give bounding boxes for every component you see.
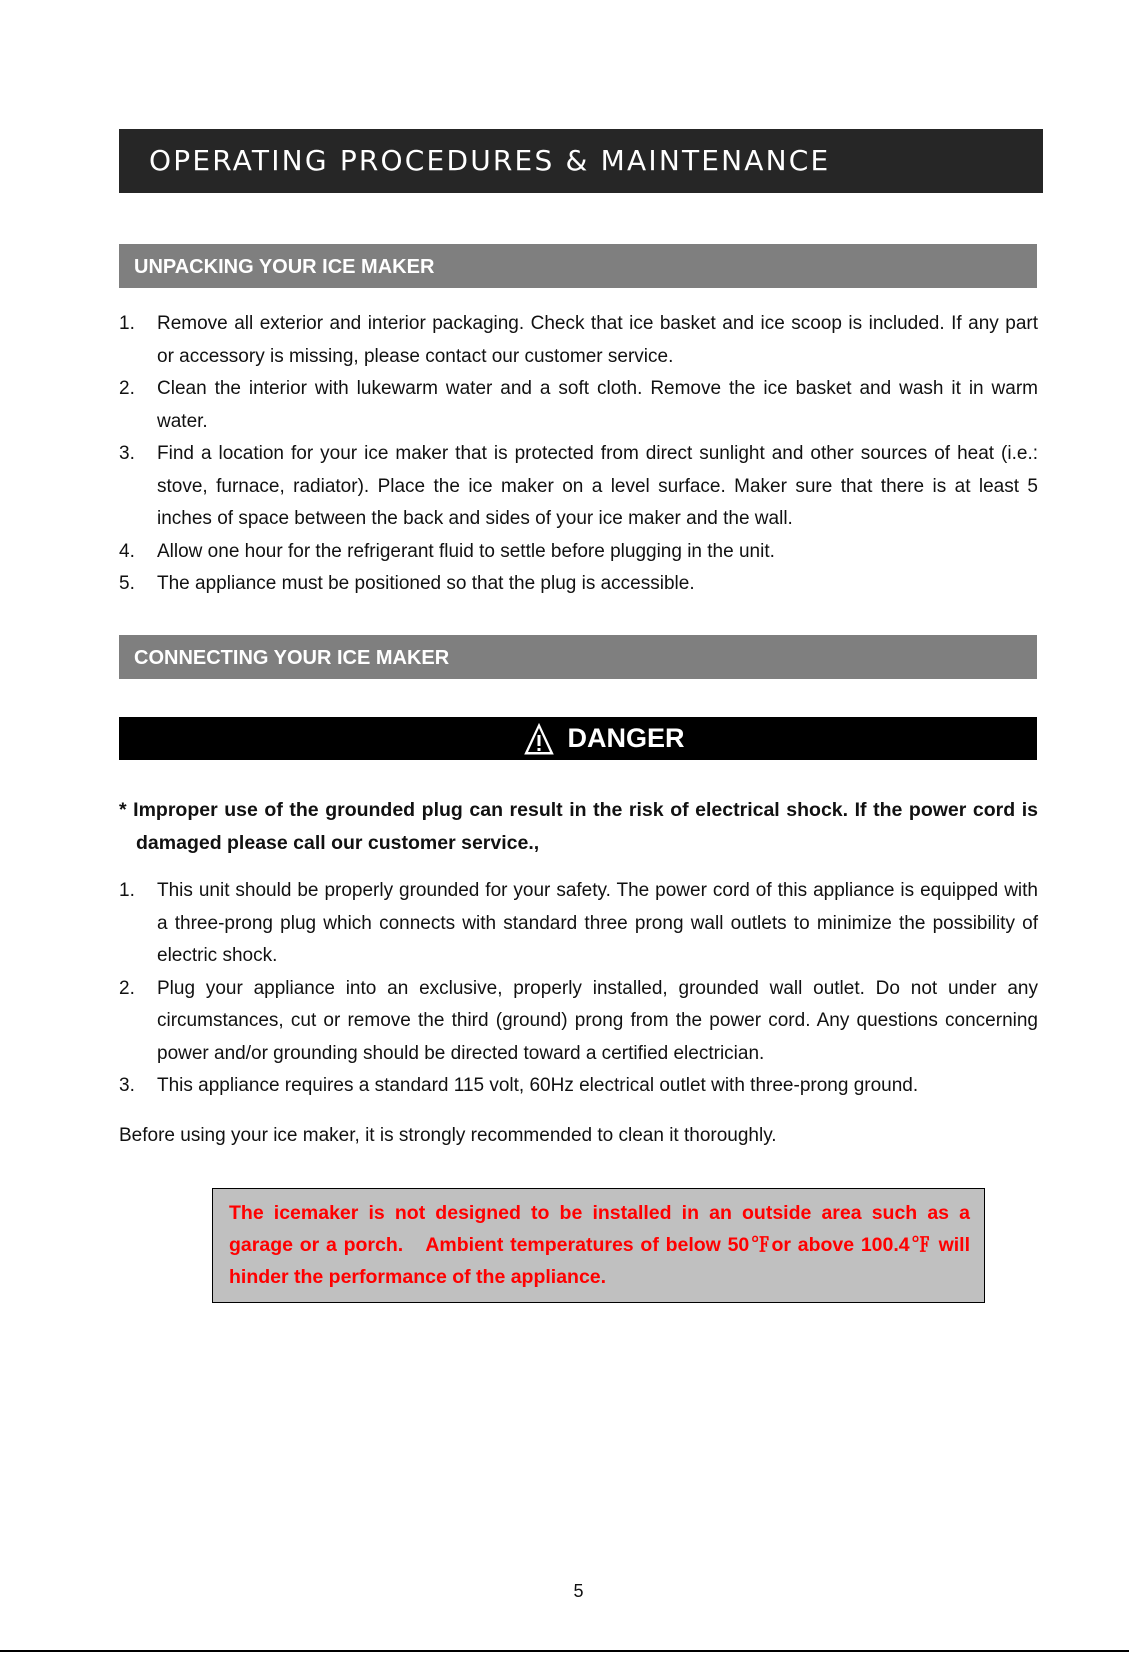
list-item [119, 568, 1038, 601]
page-title: OPERATING PROCEDURES & MAINTENANCE [119, 129, 1043, 193]
warning-triangle-icon [523, 722, 555, 756]
step-text: Plug your appliance into an exclusive, properly installed, grounded wall outlet. Do not under any circumstances, cut or remove the third (ground) prong from the power cord. Any questions concerning power and/or grounding should be directed toward a certified electrician. [157, 977, 1038, 1064]
step-text: Find a location for your ice maker that is protected from direct sunlight and other sources of heat (i.e.: stove, furnace, radiator). Place the ice maker on a level surface. Maker sure that there is at least 5 inches of space between the back and sides of your ice maker and the wall. [157, 443, 1038, 529]
step-text: Clean the interior with lukewarm water and a soft cloth. Remove the ice basket and wash it in warm water. [157, 378, 1038, 432]
danger-label: DANGER [567, 723, 685, 753]
unpacking-steps [119, 308, 1038, 601]
step-number: 2. [119, 977, 135, 999]
page-number: 5 [573, 1581, 584, 1601]
list-item [119, 536, 1038, 569]
step-text: Remove all exterior and interior packaging. Check that ice basket and ice scoop is included. If any part or accessory is missing, please contact our customer service. [157, 313, 1038, 367]
list-item [119, 308, 1038, 373]
section-heading-unpacking: UNPACKING YOUR ICE MAKER [119, 244, 1037, 288]
bottom-rule [0, 1650, 1129, 1652]
list-item [119, 438, 1038, 536]
cleaning-note: Before using your ice maker, it is strongly recommended to clean it thoroughly. [119, 1125, 777, 1146]
step-number: 3. [119, 443, 135, 464]
caution-box [212, 1188, 985, 1303]
list-item [119, 875, 1038, 973]
step-number: 2. [119, 378, 135, 399]
step-number: 3. [119, 1075, 135, 1096]
step-text: Allow one hour for the refrigerant fluid to settle before plugging in the unit. [157, 540, 775, 562]
list-item [119, 973, 1038, 1071]
step-text: This unit should be properly grounded for your safety. The power cord of this appliance is equipped with a three-prong plug which connects with standard three prong wall outlets to minimize the possibility of electric shock. [157, 880, 1038, 966]
list-item [119, 1070, 1038, 1103]
section-heading-connecting: CONNECTING YOUR ICE MAKER [119, 635, 1037, 679]
step-text: This appliance requires a standard 115 volt, 60Hz electrical outlet with three-prong ground. [157, 1075, 919, 1096]
caution-text: The icemaker is not designed to be installed in an outside area such as a garage or a porch. Ambient temperatures of below 50℉or above 100.4℉ will hinder the performance of the appliance. [229, 1202, 970, 1288]
step-number: 4. [119, 540, 135, 562]
step-text: The appliance must be positioned so that the plug is accessible. [157, 573, 695, 594]
danger-banner [119, 717, 1037, 760]
step-number: 1. [119, 313, 135, 334]
list-item [119, 373, 1038, 438]
grounding-warning: * Improper use of the grounded plug can result in the risk of electrical shock. If the power cord is damaged please call our customer service., [119, 799, 1038, 854]
step-number: 5. [119, 573, 135, 594]
step-number: 1. [119, 880, 135, 901]
connecting-steps [119, 875, 1038, 1103]
